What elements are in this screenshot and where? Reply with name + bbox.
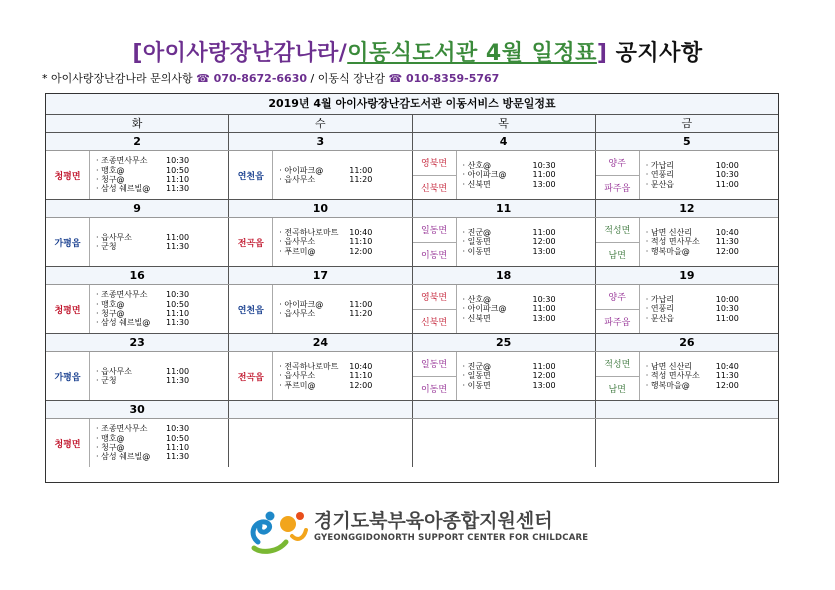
stop-item (279, 247, 411, 256)
date-cell (413, 401, 596, 418)
empty-cell (229, 419, 412, 467)
stop-item (646, 381, 778, 390)
contact-prefix: * 아이사랑장난감나라 문의사항 (42, 72, 197, 85)
stop-list (457, 151, 595, 199)
schedule-title: 2019년 4월 아이사랑장난감도서관 이동서비스 방문일정표 (46, 94, 778, 115)
phone-number-2: 010-8359-5767 (402, 72, 500, 85)
schedule-table (45, 93, 779, 483)
empty-cell (413, 419, 596, 467)
date-cell: 10 (229, 200, 412, 217)
stop-time: 10:40 (349, 227, 373, 237)
date-cell: 18 (413, 267, 596, 284)
stop-time: 13:00 (532, 313, 556, 323)
stop-item (279, 228, 411, 237)
stop-name: · 연풍리 (645, 304, 675, 314)
region-label: 연천읍 (229, 285, 273, 333)
schedule-body-row (46, 218, 778, 266)
logo-subtitle: GYEONGGIDONORTH SUPPORT CENTER FOR CHILDCARE (314, 533, 589, 543)
stop-time: 13:00 (532, 380, 556, 390)
region-label: 파주읍 (596, 175, 639, 200)
empty-cell (596, 419, 778, 467)
stop-time: 10:00 (715, 294, 739, 304)
stop-item (646, 362, 778, 371)
stop-name: · 아이파크@ (462, 170, 507, 180)
stop-name: · 가납리 (645, 294, 675, 304)
stop-list (640, 218, 778, 266)
region-label: 가평읍 (46, 218, 90, 266)
stop-item (279, 362, 411, 371)
date-cell (229, 401, 412, 418)
region-label: 이동면 (413, 242, 456, 267)
region-pair (413, 218, 457, 266)
stop-time: 11:20 (349, 175, 373, 184)
stop-time: 11:00 (715, 179, 739, 189)
stop-list (640, 151, 778, 199)
stop-time: 11:10 (349, 371, 373, 381)
stop-name: · 청구@ (96, 309, 125, 318)
stop-item (96, 318, 228, 327)
stop-time: 11:30 (166, 242, 190, 251)
stop-time: 12:00 (532, 371, 556, 381)
stop-list (457, 285, 595, 333)
contact-line (42, 70, 499, 86)
stop-name: · 진군@ (462, 227, 492, 237)
stop-name: · 조종면사무소 (96, 290, 148, 300)
schedule-cell (46, 352, 229, 400)
region-label: 신북면 (413, 175, 456, 200)
schedule-cell (596, 151, 778, 199)
stop-item (279, 309, 411, 318)
stop-item (279, 381, 411, 390)
center-logo (248, 502, 608, 560)
stop-name: · 산호@ (462, 294, 492, 304)
stop-item (646, 295, 778, 304)
date-row (46, 401, 778, 419)
date-cell: 30 (46, 401, 229, 418)
stop-name: · 행복마을@ (645, 380, 690, 390)
logo-name: 경기도북부육아종합지원센터 (314, 510, 553, 532)
date-cell: 4 (413, 133, 596, 150)
phone-icon: ☎ (196, 72, 210, 85)
region-label: 영북면 (420, 293, 448, 304)
stop-time: 12:00 (349, 246, 373, 256)
stop-name: · 군청 (96, 242, 117, 251)
date-cell: 12 (596, 200, 778, 217)
stop-list (457, 352, 595, 400)
schedule-cell (596, 285, 778, 333)
stop-name: · 삼성 쉐르빌@ (96, 318, 151, 328)
stop-name: · 적성 면사무소 (645, 237, 700, 247)
stop-item (96, 175, 228, 184)
stop-item (646, 237, 778, 246)
stop-item (96, 166, 228, 175)
weeks-container (46, 133, 778, 467)
stop-item (463, 304, 595, 313)
schedule-cell (46, 419, 229, 467)
stop-name: · 청구@ (96, 443, 125, 452)
stop-time: 12:00 (715, 380, 739, 390)
stop-item (463, 228, 595, 237)
region-pair (596, 218, 640, 266)
date-row (46, 200, 778, 218)
date-cell: 5 (596, 133, 778, 150)
stop-time: 11:10 (166, 175, 190, 184)
stop-name: · 일동면 (462, 371, 491, 381)
stop-list (457, 218, 595, 266)
stop-name: · 맹호@ (96, 433, 125, 443)
stop-time: 11:00 (166, 232, 190, 242)
region-label: 영북면 (420, 159, 448, 170)
stop-name: · 푸르미@ (279, 246, 316, 256)
region-label: 전곡읍 (229, 218, 273, 266)
stop-time: 11:00 (715, 313, 739, 323)
region-label: 일동면 (420, 226, 448, 237)
page-title (0, 36, 835, 67)
stop-item (96, 424, 228, 433)
stop-name: · 청구@ (96, 175, 125, 184)
date-cell: 9 (46, 200, 229, 217)
stop-list (273, 218, 411, 266)
stop-item (96, 452, 228, 461)
stop-item (646, 228, 778, 237)
schedule-cell (596, 218, 778, 266)
date-cell: 2 (46, 133, 229, 150)
region-pair (413, 151, 457, 199)
stop-list (640, 285, 778, 333)
region-label: 양주 (608, 293, 626, 304)
schedule-cell (229, 285, 412, 333)
stop-name: · 조종면사무소 (96, 156, 148, 166)
stop-name: · 읍사무소 (279, 309, 316, 318)
date-row (46, 267, 778, 285)
stop-name: · 조종면사무소 (96, 424, 148, 434)
region-label: 남면 (596, 376, 639, 401)
stop-item (96, 242, 228, 251)
stop-item (646, 304, 778, 313)
day-header-tue: 화 (46, 115, 229, 132)
region-label: 이동면 (413, 376, 456, 401)
stop-time: 11:10 (166, 443, 190, 452)
schedule-cell (413, 285, 596, 333)
stop-item (96, 290, 228, 299)
schedule-cell (596, 352, 778, 400)
stop-name: · 신북면 (462, 313, 491, 323)
stop-time: 12:00 (532, 237, 556, 247)
stop-name: · 읍사무소 (279, 237, 316, 247)
region-pair (596, 285, 640, 333)
region-label: 연천읍 (229, 151, 273, 199)
stop-name: · 가납리 (645, 160, 675, 170)
stop-name: · 행복마을@ (645, 246, 690, 256)
week-row (46, 200, 778, 267)
stop-name: · 아이파크@ (279, 165, 324, 175)
stop-item (463, 314, 595, 323)
schedule-cell (229, 218, 412, 266)
stop-list (273, 151, 411, 199)
stop-name: · 일동면 (462, 237, 491, 247)
region-label: 양주 (608, 159, 626, 170)
schedule-cell (413, 151, 596, 199)
stop-item (279, 371, 411, 380)
stop-time: 10:30 (715, 304, 739, 314)
schedule-cell (413, 218, 596, 266)
stop-time: 11:00 (532, 227, 556, 237)
stop-time: 11:00 (532, 170, 556, 180)
stop-time: 11:00 (349, 165, 373, 175)
stop-item (96, 300, 228, 309)
date-cell: 24 (229, 334, 412, 351)
stop-item (463, 237, 595, 246)
date-cell: 23 (46, 334, 229, 351)
date-row (46, 334, 778, 352)
stop-time: 11:10 (166, 309, 190, 318)
stop-time: 10:50 (166, 165, 190, 175)
stop-time: 10:40 (715, 361, 739, 371)
stop-item (646, 247, 778, 256)
phone-number-1: 070-8672-6630 (209, 72, 307, 85)
stop-time: 10:30 (166, 424, 190, 434)
region-label: 적성면 (604, 360, 631, 371)
stop-item (96, 367, 228, 376)
stop-name: · 아이파크@ (279, 299, 324, 309)
stop-time: 11:00 (349, 299, 373, 309)
region-label: 파주읍 (596, 309, 639, 334)
schedule-cell (413, 352, 596, 400)
schedule-cell (229, 352, 412, 400)
stop-list (640, 352, 778, 400)
stop-list (90, 151, 228, 199)
stop-item (463, 170, 595, 179)
stop-item (96, 184, 228, 193)
stop-list (90, 352, 228, 400)
stop-item (463, 362, 595, 371)
stop-name: · 적성 면사무소 (645, 371, 700, 381)
title-part2: 이동식도서관 4월 일정표 (347, 41, 597, 66)
stop-time: 13:00 (532, 246, 556, 256)
date-cell: 3 (229, 133, 412, 150)
schedule-cell (46, 285, 229, 333)
stop-name: · 맹호@ (96, 165, 125, 175)
stop-name: · 신북면 (462, 179, 491, 189)
contact-mid: / 이동식 장난감 (307, 72, 389, 85)
stop-time: 11:00 (532, 361, 556, 371)
phone-icon: ☎ (388, 72, 403, 85)
stop-item (463, 381, 595, 390)
stop-time: 10:30 (715, 170, 739, 180)
title-close-bracket: ] (596, 41, 608, 66)
stop-name: · 맹호@ (96, 299, 125, 309)
region-label: 전곡읍 (229, 352, 273, 400)
stop-name: · 푸르미@ (279, 380, 316, 390)
region-pair (596, 151, 640, 199)
week-row (46, 401, 778, 467)
region-label: 신북면 (413, 309, 456, 334)
date-cell: 26 (596, 334, 778, 351)
stop-time: 10:50 (166, 299, 190, 309)
stop-list (273, 352, 411, 400)
region-pair (413, 285, 457, 333)
stop-item (463, 295, 595, 304)
stop-time: 11:30 (166, 184, 190, 194)
stop-time: 10:00 (715, 160, 739, 170)
week-row (46, 334, 778, 401)
stop-name: · 읍사무소 (279, 371, 316, 381)
stop-time: 11:30 (166, 452, 190, 462)
day-header-fri: 금 (596, 115, 778, 132)
stop-name: · 삼성 쉐르빌@ (96, 184, 151, 194)
stop-time: 10:40 (715, 227, 739, 237)
stop-time: 11:00 (166, 366, 190, 376)
date-cell: 25 (413, 334, 596, 351)
schedule-body-row (46, 285, 778, 333)
stop-time: 11:30 (715, 371, 739, 381)
stop-name: · 전곡하나로마트 (279, 361, 339, 371)
region-label: 청평면 (46, 151, 90, 199)
day-header-thu: 목 (413, 115, 596, 132)
stop-name: · 남면 신산리 (645, 227, 693, 237)
stop-name: · 읍사무소 (96, 232, 132, 242)
stop-item (463, 371, 595, 380)
stop-name: · 진군@ (462, 361, 492, 371)
stop-time: 11:30 (715, 237, 739, 247)
stop-item (96, 156, 228, 165)
stop-time: 12:00 (349, 380, 373, 390)
region-label: 가평읍 (46, 352, 90, 400)
day-header-wed: 수 (229, 115, 412, 132)
stop-name: · 이동면 (462, 246, 491, 256)
stop-item (96, 233, 228, 242)
region-label: 일동면 (420, 360, 448, 371)
date-cell: 16 (46, 267, 229, 284)
stop-time: 11:30 (166, 318, 190, 328)
stop-item (279, 237, 411, 246)
stop-name: · 연풍리 (645, 170, 675, 180)
stop-name: · 남면 신산리 (645, 361, 693, 371)
stop-time: 10:30 (532, 160, 556, 170)
stop-list (90, 285, 228, 333)
stop-list (90, 419, 228, 467)
schedule-body-row (46, 352, 778, 400)
schedule-body-row (46, 151, 778, 199)
stop-time: 10:40 (349, 361, 373, 371)
stop-time: 11:00 (532, 304, 556, 314)
stop-item (96, 376, 228, 385)
stop-time: 12:00 (715, 246, 739, 256)
stop-time: 11:10 (349, 237, 373, 247)
date-cell: 17 (229, 267, 412, 284)
stop-item (463, 247, 595, 256)
region-label: 적성면 (604, 226, 631, 237)
week-row (46, 267, 778, 334)
region-label: 청평면 (46, 285, 90, 333)
logo-mark-icon (248, 506, 310, 556)
region-pair (596, 352, 640, 400)
stop-name: · 아이파크@ (462, 304, 507, 314)
week-row (46, 133, 778, 200)
date-cell (596, 401, 778, 418)
stop-time: 10:30 (532, 294, 556, 304)
stop-item (96, 434, 228, 443)
region-label: 남면 (596, 242, 639, 267)
stop-name: · 문산읍 (645, 313, 675, 323)
title-open-bracket: [ (132, 41, 143, 66)
stop-item (463, 161, 595, 170)
stop-item (646, 170, 778, 179)
date-cell: 11 (413, 200, 596, 217)
stop-time: 10:30 (166, 290, 190, 300)
stop-item (279, 175, 411, 184)
stop-time: 13:00 (532, 179, 556, 189)
stop-item (646, 371, 778, 380)
stop-time: 11:30 (166, 376, 190, 385)
region-label: 청평면 (46, 419, 90, 467)
schedule-cell (46, 218, 229, 266)
stop-time: 10:30 (166, 156, 190, 166)
stop-time: 10:50 (166, 433, 190, 443)
title-part1: 아이사랑장난감나라/ (142, 41, 348, 66)
stop-list (273, 285, 411, 333)
schedule-body-row (46, 419, 778, 467)
stop-item (279, 166, 411, 175)
stop-item (646, 180, 778, 189)
stop-item (646, 161, 778, 170)
schedule-cell (46, 151, 229, 199)
stop-name: · 군청 (96, 376, 117, 385)
stop-name: · 산호@ (462, 160, 492, 170)
stop-name: · 전곡하나로마트 (279, 227, 339, 237)
stop-list (90, 218, 228, 266)
stop-item (463, 180, 595, 189)
stop-name: · 읍사무소 (279, 175, 316, 184)
stop-name: · 문산읍 (645, 179, 675, 189)
stop-name: · 읍사무소 (96, 366, 132, 376)
date-row (46, 133, 778, 151)
date-cell: 19 (596, 267, 778, 284)
stop-item (646, 314, 778, 323)
stop-name: · 삼성 쉐르빌@ (96, 452, 151, 462)
stop-item (279, 300, 411, 309)
stop-name: · 이동면 (462, 380, 491, 390)
stop-time: 11:20 (349, 309, 373, 318)
stop-item (96, 309, 228, 318)
day-header-row (46, 115, 778, 133)
schedule-cell (229, 151, 412, 199)
stop-item (96, 443, 228, 452)
region-pair (413, 352, 457, 400)
title-suffix: 공지사항 (607, 41, 703, 66)
